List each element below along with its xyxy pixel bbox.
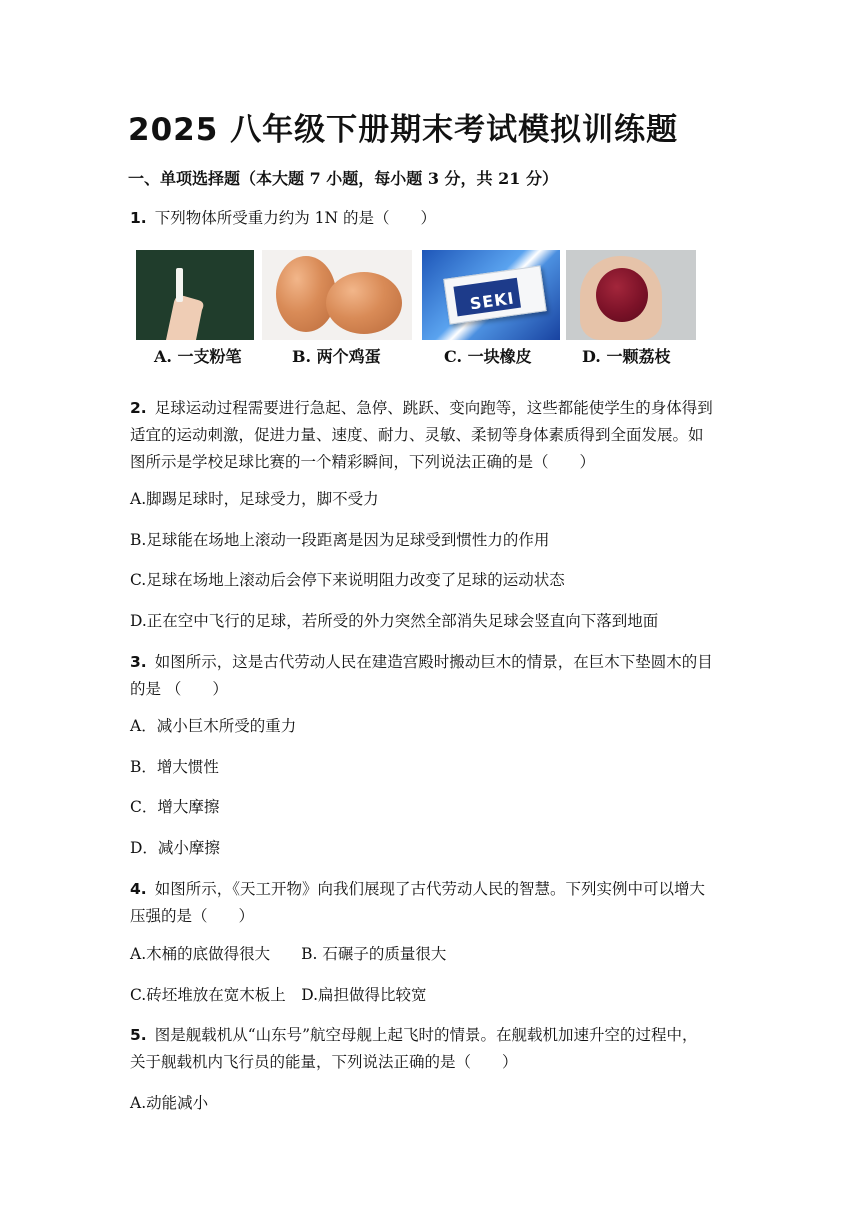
caption-b: B. 两个鸡蛋 [292, 347, 381, 366]
option-a: A．减小巨木所受的重力 [130, 717, 297, 735]
egg-icon [326, 272, 402, 334]
eraser-image [422, 250, 560, 340]
question-5 [130, 1025, 698, 1045]
option-row-cd: C.砖坯堆放在宽木板上 D.扁担做得比较宽 [130, 986, 427, 1004]
question-text: 足球运动过程需要进行急起、急停、跳跃、变向跑等，这些都能使学生的身体得到 [154, 399, 713, 417]
question-text-line: 的是 （ ） [130, 680, 228, 698]
option-b: B．增大惯性 [130, 758, 219, 776]
question-3 [130, 652, 713, 672]
lychee-image [566, 250, 696, 340]
eraser-icon [443, 265, 546, 324]
question-text: 如图所示，《天工开物》向我们展现了古代劳动人民的智慧。下列实例中可以增大 [154, 880, 705, 898]
page-title: 2025 八年级下册期末考试模拟训练题 [128, 112, 679, 148]
question-number: 5. [130, 1026, 147, 1044]
option-d: D.正在空中飞行的足球，若所受的外力突然全部消失足球会竖直向下落到地面 [130, 612, 659, 630]
option-c: C.足球在场地上滚动后会停下来说明阻力改变了足球的运动状态 [130, 571, 565, 589]
caption-a: A. 一支粉笔 [154, 347, 242, 366]
hand-chalk-icon [136, 250, 254, 340]
eggs-image [262, 250, 412, 340]
option-c: C．增大摩擦 [130, 798, 220, 816]
eraser-brand: SEKI [468, 288, 516, 314]
option-a: A.动能减小 [130, 1094, 209, 1112]
option-d: D．减小摩擦 [130, 839, 220, 857]
question-text: 图是舰载机从“山东号”航空母舰上起飞时的情景。在舰载机加速升空的过程中， [154, 1026, 698, 1044]
lychee-icon [596, 268, 648, 322]
question-1-figures [136, 250, 702, 374]
question-text-line: 压强的是（ ） [130, 907, 255, 925]
question-text: 如图所示，这是古代劳动人民在建造宫殿时搬动巨木的情景，在巨木下垫圆木的目 [154, 653, 713, 671]
caption-d: D. 一颗荔枝 [582, 347, 671, 366]
question-number: 3. [130, 653, 147, 671]
question-number: 2. [130, 399, 147, 417]
question-2 [130, 398, 713, 418]
option-a: A.脚踢足球时，足球受力，脚不受力 [130, 490, 379, 508]
question-4 [130, 879, 705, 899]
question-text-line: 适宜的运动刺激，促进力量、速度、耐力、灵敏、柔韧等身体素质得到全面发展。如 [130, 426, 704, 444]
option-b: B.足球能在场地上滚动一段距离是因为足球受到惯性力的作用 [130, 531, 550, 549]
question-number: 1. [130, 209, 147, 227]
chalk-image [136, 250, 254, 340]
option-row-ab: A.木桶的底做得很大 B. 石碾子的质量很大 [130, 945, 447, 963]
question-text: 下列物体所受重力约为 1N 的是（ ） [154, 209, 436, 227]
question-1 [130, 208, 436, 228]
caption-c: C. 一块橡皮 [444, 347, 532, 366]
section-heading: 一、单项选择题（本大题 7 小题，每小题 3 分，共 21 分） [128, 169, 558, 188]
question-number: 4. [130, 880, 147, 898]
question-text-line: 关于舰载机内飞行员的能量，下列说法正确的是（ ） [130, 1053, 518, 1071]
question-text-line: 图所示是学校足球比赛的一个精彩瞬间，下列说法正确的是（ ） [130, 453, 596, 471]
